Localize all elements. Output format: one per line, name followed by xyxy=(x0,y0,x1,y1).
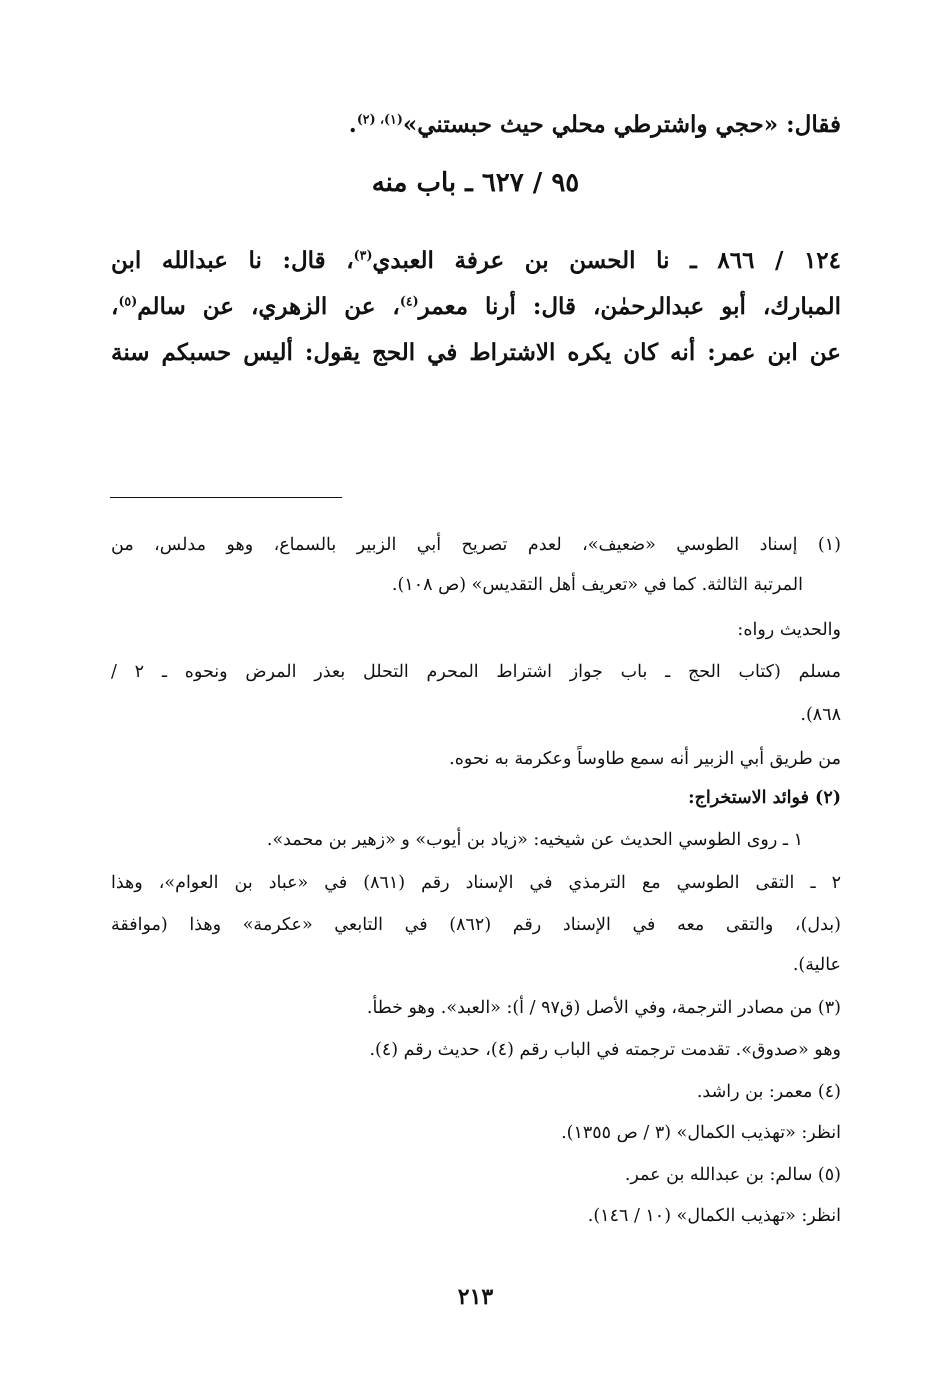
footnote-ref-1-2: (١)، (٢) xyxy=(356,111,403,127)
footnote-ref-3: (٣) xyxy=(353,247,373,263)
footnote-1-line-6: من طريق أبي الزبير أنه سمع طاوساً وعكرمة به نحوه. xyxy=(449,749,841,769)
footnote-1-line-5: ٨٦٨). xyxy=(800,705,841,725)
footnote-2-line-2: ١ ـ روى الطوسي الحديث عن شيخيه: «زياد بن أيوب» و «زهير بن محمد». xyxy=(266,830,803,850)
footnote-ref-5: (٥) xyxy=(118,293,138,309)
hadith-line-1: ١٢٤ / ٨٦٦ ـ نا الحسن بن عرفة العبدي$^{(٣)}$، قال: نا عبدالله ابن xyxy=(111,247,842,274)
footnote-3-line-1: (٣) من مصادر الترجمة، وفي الأصل (ق٩٧ / أ): «العبد». وهو خطأ. xyxy=(366,998,841,1018)
opening-line: فقال: «حجي واشترطي محلي حيث حبستني»$^{(١)، (٢)}$. xyxy=(348,111,841,138)
footnote-2-line-1: (٢) فوائد الاستخراج: xyxy=(688,788,841,808)
footnote-5-line-2: انظر: «تهذيب الكمال» (١٠ / ١٤٦). xyxy=(587,1206,841,1226)
footnote-separator xyxy=(110,497,342,498)
footnote-1-line-2: المرتبة الثالثة. كما في «تعريف أهل التقديس» (ص ١٠٨). xyxy=(391,575,803,595)
chapter-heading: ٩٥ / ٦٢٧ ـ باب منه xyxy=(371,168,580,198)
hadith-line-3: عن ابن عمر: أنه كان يكره الاشتراط في الحج يقول: أليس حسبكم سنة xyxy=(111,339,841,366)
footnote-1-line-3: والحديث رواه: xyxy=(737,620,841,640)
footnote-4-line-2: انظر: «تهذيب الكمال» (٣ / ص ١٣٥٥). xyxy=(561,1123,841,1143)
footnote-5-line-1: (٥) سالم: بن عبدالله بن عمر. xyxy=(624,1165,841,1185)
hadith-line-2: المبارك، أبو عبدالرحمٰن، قال: أرنا معمر$^{(٤)}$، عن الزهري، عن سالم$^{(٥)}$، xyxy=(111,293,841,320)
footnote-2-line-4: (بدل)، والتقى معه في الإسناد رقم (٨٦٢) في التابعي «عكرمة» وهذا (موافقة xyxy=(111,915,841,935)
footnote-2-line-5: عالية). xyxy=(792,955,841,975)
footnote-4-line-1: (٤) معمر: بن راشد. xyxy=(696,1082,841,1102)
footnote-2-line-3: ٢ ـ التقى الطوسي مع الترمذي في الإسناد رقم (٨٦١) في «عباد بن العوام»، وهذا xyxy=(111,873,841,893)
footnote-1-line-1: (١) إسناد الطوسي «ضعيف»، لعدم تصريح أبي الزبير بالسماع، وهو مدلس، من xyxy=(111,535,841,555)
footnote-1-line-4: مسلم (كتاب الحج ـ باب جواز اشتراط المحرم التحلل بعذر المرض ونحوه ـ ٢ / xyxy=(111,662,841,682)
footnote-ref-4: (٤) xyxy=(399,293,419,309)
page-number: ٢١٣ xyxy=(457,1284,494,1310)
footnote-3-line-2: وهو «صدوق». تقدمت ترجمته في الباب رقم (٤)، حديث رقم (٤). xyxy=(369,1040,841,1060)
